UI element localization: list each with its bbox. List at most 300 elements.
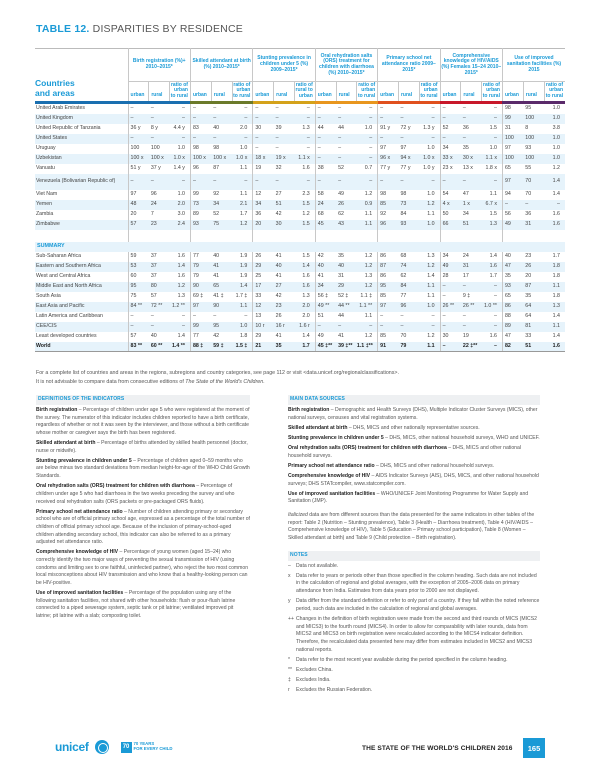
cell-value: 26 <box>253 252 274 262</box>
cell-value: 8 <box>525 124 529 131</box>
cell-value: 1.0 x <box>419 154 440 164</box>
cell-value: 1.4 <box>427 272 435 279</box>
cell-value: – <box>274 134 295 144</box>
cell-value: 41 <box>338 332 344 339</box>
cell-value: 1.7 ‡ <box>235 292 248 299</box>
cell-value: 93 <box>398 220 419 230</box>
cell-value: 97 <box>400 144 407 151</box>
sub-header: urban <box>378 82 399 101</box>
cell-value: – <box>170 114 191 124</box>
cell-value: 44 <box>315 124 336 134</box>
cell-value: 1.6 <box>544 342 565 352</box>
cell-value: – <box>419 114 440 124</box>
cell-value: 1.0 <box>177 190 185 197</box>
cell-value: – <box>494 292 497 299</box>
cell-value: 1.1 <box>419 342 440 352</box>
cell-value: – <box>338 104 342 111</box>
cell-value: 1.0 <box>364 124 373 131</box>
cell-value: – <box>315 322 336 332</box>
cell-value: 1.4 <box>294 262 315 272</box>
country-name: Yemen <box>35 200 128 210</box>
country-name: United Kingdom <box>35 114 128 124</box>
cell-value: – <box>494 104 497 111</box>
cell-value: – <box>398 322 419 332</box>
cell-value: – <box>440 292 461 302</box>
cell-value: 0.9 <box>357 200 378 210</box>
cell-value: 23 <box>149 220 170 230</box>
cell-value: 20 <box>128 210 149 220</box>
cell-value: 17 <box>253 282 274 292</box>
cell-value: – <box>150 312 154 319</box>
cell-value: – <box>190 134 211 144</box>
country-name: Latin America and Caribbean <box>36 312 103 319</box>
cell-value: – <box>462 312 466 319</box>
cell-value: 3.8 <box>552 124 560 131</box>
cell-value: 70 <box>523 174 544 190</box>
world-row <box>35 342 565 352</box>
cell-value: 97 <box>502 144 523 154</box>
cell-value: 3.0 <box>177 210 185 217</box>
cell-value: 94 x <box>398 154 419 164</box>
cell-value: 1.1 <box>489 190 497 197</box>
table-row <box>35 262 565 272</box>
country-name: Vanuatu <box>36 164 55 171</box>
notes-heading: NOTES <box>288 551 540 561</box>
cell-value: – <box>294 114 315 124</box>
cell-value: 39 <box>275 124 282 131</box>
cell-value: 40 <box>213 252 220 259</box>
regions-footnote: For a complete list of countries and areas in the regions, subregions and country categories, see page 112 or visit <data.unicef.org/regionalclassifications>. <box>36 370 399 376</box>
cell-value: – <box>253 104 274 114</box>
cell-value: – <box>274 114 295 124</box>
cell-value: 41 <box>315 272 336 282</box>
cell-value: 1.3 <box>364 272 373 279</box>
cell-value: 24 <box>149 200 170 210</box>
cell-value: – <box>211 114 232 124</box>
cell-value: 57 <box>150 292 157 299</box>
cell-value: 85 <box>378 292 399 302</box>
table-row <box>35 114 565 124</box>
table-row <box>35 282 565 292</box>
cell-value: 74 <box>398 262 419 272</box>
cell-value: 1.4 <box>552 332 560 339</box>
table-row <box>35 124 565 134</box>
cell-value: – <box>461 114 482 124</box>
cell-value: 31 <box>338 272 344 279</box>
cell-value: – <box>294 134 315 144</box>
unicef-globe-icon <box>95 740 109 754</box>
cell-value: 42 <box>275 210 282 217</box>
note-item: ** Excludes China. <box>288 666 333 673</box>
cell-value: – <box>244 312 248 319</box>
cell-value: 1.2 <box>364 252 373 259</box>
cell-value: 25 <box>253 272 274 282</box>
cell-value: 72 ** <box>149 302 170 312</box>
cell-value: 1.4 <box>552 190 560 197</box>
cell-value: 65 <box>502 164 523 174</box>
cell-value: 1.0 <box>419 220 440 230</box>
country-name: Viet Nam <box>36 190 58 197</box>
cell-value: – <box>232 174 253 190</box>
cell-value: – <box>128 312 149 322</box>
cell-value: 1.7 <box>294 342 315 352</box>
cell-value: 18 x <box>253 154 274 164</box>
cell-value: 34 <box>315 282 336 292</box>
cell-value: 50 <box>440 210 461 220</box>
cell-value: 51 <box>461 220 482 230</box>
cell-value: 40 <box>213 124 220 131</box>
cell-value: – <box>378 174 399 190</box>
cell-value: 10 r <box>253 322 274 332</box>
country-name: CEE/CIS <box>35 322 128 332</box>
cell-value: 26 <box>523 262 544 272</box>
cell-value: 1.4 <box>544 174 565 190</box>
note-symbol: ** <box>288 666 292 673</box>
cell-value: 47 <box>502 262 523 272</box>
cell-value: – <box>440 174 461 190</box>
cell-value: 72 y <box>400 124 411 131</box>
cell-value: 1.2 <box>357 282 378 292</box>
cell-value: – <box>253 114 274 124</box>
cell-value: 1.5 <box>489 124 497 131</box>
cell-value: 98 <box>190 144 211 154</box>
country-name: United States <box>35 134 128 144</box>
cell-value: 48 <box>128 200 149 210</box>
cell-value: – <box>253 144 274 154</box>
cell-value: – <box>336 134 357 144</box>
source-item: Birth registration – Demographic and Health Surveys (DHS), Multiple Indicator Cluster Surveys (MICS), other national surveys, censuses and vital registration systems. <box>288 407 538 421</box>
cell-value: 96 x <box>378 154 399 164</box>
cell-value: 1.3 <box>302 292 310 299</box>
cell-value: 83 <box>190 124 211 134</box>
cell-value: 69 ‡ <box>190 292 211 302</box>
cell-value: 1.0 <box>232 322 253 332</box>
cell-value: – <box>400 104 404 111</box>
cell-value: 100 <box>502 154 523 164</box>
cell-value: – <box>482 114 503 124</box>
country-name: Sub-Saharan Africa <box>36 252 81 259</box>
cell-value: 2.0 <box>294 302 315 312</box>
cell-value: 44 ** <box>336 302 357 312</box>
cell-value: 45 <box>315 220 336 230</box>
table-row <box>35 322 565 332</box>
cell-value: 1.2 <box>364 332 373 339</box>
cell-value: 53 <box>128 262 149 272</box>
cell-value: 91 y <box>378 124 399 134</box>
cell-value: 49 <box>338 190 344 197</box>
table-row <box>35 154 565 164</box>
table-number: TABLE 12. <box>36 23 90 35</box>
sub-header: ratio of urban to rural <box>545 81 563 100</box>
cell-value: – <box>336 154 357 164</box>
cell-value: 92 <box>378 210 399 220</box>
cell-value: – <box>378 114 399 124</box>
cell-value: 26 <box>275 312 282 319</box>
source-item: Stunting prevalence in children under 5 – DHS, MICS, other national household surveys, WHO and UNICEF. <box>288 434 540 441</box>
table-row <box>35 190 565 200</box>
cell-value: – <box>482 174 503 190</box>
cell-value: 1.6 <box>302 272 310 279</box>
cell-value: 98 <box>213 144 220 151</box>
cell-value: 100 x <box>128 154 149 164</box>
group-header-row <box>35 49 565 82</box>
cell-value: 47 <box>502 332 523 342</box>
cell-value: 44 <box>338 312 344 319</box>
cell-value: 99 <box>190 190 211 200</box>
cell-value: – <box>275 144 279 151</box>
definition-item: Comprehensive knowledge of HIV – Percentage of young women (aged 15–24) who correctly identify the two major ways of preventing the sexual transmission of HIV (using condoms and limiting sex to one faithful, uninfected partner), who reject the two most common local misconceptions about HIV transmission and who know that a healthy-looking person can be HIV-positive. <box>36 549 249 586</box>
sub-header: urban <box>128 82 149 101</box>
cell-value: 12 <box>253 190 274 200</box>
cell-value: – <box>294 174 315 190</box>
cell-value: 52 <box>338 164 344 171</box>
cell-value: 28 <box>440 272 461 282</box>
cell-value: 93 <box>502 282 523 292</box>
cell-value: 1.1 x <box>294 154 315 164</box>
cell-value: 40 <box>150 332 157 339</box>
disparities-table <box>35 48 565 352</box>
cell-value: 1.8 <box>239 332 248 339</box>
cell-value: – <box>128 134 149 144</box>
cell-value: – <box>338 144 342 151</box>
cell-value: 30 x <box>461 154 482 164</box>
source-item: Comprehensive knowledge of HIV – AIDS Indicator Surveys (AIS), DHS, MICS, and other national household surveys; DHS STATcompiler, www.statcompiler.com. <box>288 472 539 487</box>
cell-value: 81 <box>523 322 544 332</box>
cell-value: 1.1 <box>544 322 565 332</box>
cell-value: 45 ‡** <box>315 342 336 352</box>
note-item: y Data differ from the standard definition or refer to only part of a country. If they fall within the noted reference period, such data are included in the calculation of regional and global averages. <box>288 598 540 612</box>
cell-value: 1.2 <box>552 164 560 171</box>
cell-value: 98 <box>502 104 523 114</box>
cell-value: 33 <box>525 332 532 339</box>
cell-value: 100 <box>150 144 160 151</box>
cell-value: – <box>482 282 503 292</box>
cell-value: 35 <box>525 292 532 299</box>
cell-value: 96 <box>378 220 399 230</box>
table-row <box>35 134 565 144</box>
cell-value: – <box>211 134 232 144</box>
cell-value: – <box>275 104 279 111</box>
country-name: East Asia and Pacific <box>35 302 128 312</box>
cell-value: 8 y <box>150 124 158 131</box>
note-symbol: x <box>288 572 291 579</box>
cell-value: 1.0 <box>177 144 185 151</box>
cell-value: – <box>461 282 482 292</box>
cell-value: 24 <box>462 252 469 259</box>
sub-header: rural <box>211 82 232 101</box>
cell-value: 100 <box>128 144 149 154</box>
anniversary-mark: 70 70 YEARS FOR EVERY CHILD <box>121 742 173 753</box>
cell-value: 41 <box>211 262 232 272</box>
cell-value: 49 <box>315 332 336 342</box>
cell-value: 37 <box>149 262 170 272</box>
cell-value: 95 <box>211 322 232 332</box>
cell-value: – <box>190 312 211 322</box>
cell-value: – <box>128 104 149 114</box>
cell-value: 49 <box>502 220 523 230</box>
cell-value: 70 <box>400 332 407 339</box>
note-item: – Data not available. <box>288 562 339 569</box>
cell-value: 57 <box>128 220 149 230</box>
sub-header: rural <box>149 82 170 101</box>
cell-value: 1.5 <box>489 210 497 217</box>
table-row <box>35 252 565 262</box>
cell-value: 89 <box>190 210 211 220</box>
cell-value: 51 y <box>128 164 149 174</box>
cell-value: 59 <box>128 252 149 262</box>
sub-header: rural <box>398 82 419 101</box>
cell-value: 1.3 <box>544 302 565 312</box>
cell-value: 43 <box>336 220 357 230</box>
cell-value: 34 <box>462 210 469 217</box>
cell-value: 90 <box>190 282 211 292</box>
cell-value: 73 <box>190 200 211 210</box>
cell-value: – <box>181 104 185 111</box>
cell-value: 77 <box>190 332 211 342</box>
country-name: West and Central Africa <box>36 272 91 279</box>
sub-header: rural <box>274 82 295 101</box>
cell-value: 1.3 y <box>423 124 435 131</box>
unicef-wordmark: unicef <box>55 740 89 754</box>
cell-value: 1.6 r <box>294 322 315 332</box>
definition-item: Primary school net attendance ratio – Number of children attending primary or secondary school who are of official primary school age, expressed as a percentage of the total number of children of official primary school age. Because of the inclusion of primary-school-aged children attending secondary school, this indicator can also be referred to as a primary adjusted net attendance ratio. <box>36 508 250 546</box>
cell-value: 1.6 <box>302 164 310 171</box>
cell-value: 29 <box>253 262 274 272</box>
cell-value: – <box>149 322 170 332</box>
cell-value: – <box>400 312 404 319</box>
table-row <box>35 302 565 312</box>
sub-header: ratio of urban to rural <box>170 82 191 101</box>
country-name: Uzbekistan <box>35 154 128 164</box>
cell-value: – <box>211 174 232 190</box>
cell-value: 1.0 <box>427 144 435 151</box>
cell-value: 96 <box>150 190 157 197</box>
cell-value: – <box>502 200 523 210</box>
cell-value: 100 <box>523 134 544 144</box>
cell-value: 20 <box>253 220 274 230</box>
sub-header: rural <box>523 82 544 101</box>
cell-value: 98 <box>400 190 407 197</box>
cell-value: 36 <box>253 210 274 220</box>
cell-value: – <box>336 322 357 332</box>
cell-value: 35 <box>338 252 344 259</box>
note-symbol: y <box>288 598 291 605</box>
cell-value: 1.1 ‡** <box>357 342 378 352</box>
sub-header: ratio of urban to rural <box>232 82 253 101</box>
cell-value: 41 ‡ <box>213 292 224 299</box>
country-name: Zimbabwe <box>35 220 128 230</box>
cell-value: 1.8 <box>552 292 560 299</box>
cell-value: – <box>378 322 399 332</box>
table-row <box>35 104 565 114</box>
cell-value: – <box>482 322 503 332</box>
note-item: * Data refer to the most recent year available during the period specified in the column heading. <box>288 656 508 663</box>
cell-value: 62 <box>338 210 344 217</box>
cell-value: 79 <box>190 272 211 282</box>
cell-value: 35 <box>462 144 469 151</box>
cell-value: 34 <box>211 200 232 210</box>
publication-title: THE STATE OF THE WORLD'S CHILDREN 2016 <box>362 745 513 752</box>
definition-item: Skilled attendant at birth – Percentage of births attended by skilled health personnel (doctor, nurse or midwife). <box>36 440 248 454</box>
cell-value: 93 <box>525 144 532 151</box>
cell-value: 87 <box>213 164 220 171</box>
table-row <box>35 174 565 190</box>
cell-value: 1.2 <box>419 200 440 210</box>
country-name: Middle East and North Africa <box>35 282 128 292</box>
table-row <box>35 312 565 322</box>
cell-value: 88 ‡ <box>190 342 211 352</box>
cell-value: – <box>244 104 248 111</box>
cell-value: 1.0 <box>552 144 560 151</box>
cell-value: 97 <box>378 144 399 154</box>
cell-value: 65 <box>211 282 232 292</box>
cell-value: 1.0 <box>419 302 440 312</box>
cell-value: 79 <box>190 262 211 272</box>
cell-value: 16 r <box>274 322 295 332</box>
cell-value: – <box>306 104 310 111</box>
cell-value: 4 x <box>440 200 461 210</box>
cell-value: 6.7 x <box>482 200 503 210</box>
cell-value: – <box>357 174 378 190</box>
cell-value: 75 <box>211 220 232 230</box>
cell-value: 34 <box>440 144 461 154</box>
cell-value: – <box>128 174 149 190</box>
cell-value: 1.4 <box>232 282 253 292</box>
seventy-badge-icon: 70 <box>121 742 132 753</box>
cell-value: 37 <box>150 272 157 279</box>
cell-value: 2.0 <box>302 312 310 319</box>
cell-value: 30 <box>274 220 295 230</box>
cell-value: 1.0 x <box>170 154 191 164</box>
cell-value: 68 <box>315 210 336 220</box>
cell-value: 1.6 <box>177 252 185 259</box>
sub-header: urban <box>190 82 211 101</box>
cell-value: 33 <box>253 292 274 302</box>
cell-value: 96 <box>190 164 211 174</box>
cell-value: 0.7 <box>364 164 373 171</box>
cell-value: 36 <box>525 210 532 217</box>
cell-value: 2.0 <box>170 200 191 210</box>
cell-value: 22 ‡** <box>461 342 482 352</box>
cell-value: 65 <box>502 292 523 302</box>
cell-value: 1.1 <box>427 292 435 299</box>
cell-value: 95 <box>128 282 149 292</box>
sub-header: ratio of rural to urban <box>294 82 315 101</box>
cell-value: – <box>440 312 461 322</box>
cell-value: 1.4 <box>552 312 560 319</box>
cell-value: – <box>213 312 217 319</box>
cell-value: 42 <box>213 332 220 339</box>
cell-value: 20 <box>525 272 532 279</box>
cell-value: 40 <box>315 262 336 272</box>
cell-value: 1.3 <box>302 124 310 131</box>
cell-value: – <box>419 134 440 144</box>
note-symbol: r <box>288 687 290 694</box>
cell-value: 29 <box>253 332 274 342</box>
cell-value: – <box>170 134 191 144</box>
editions-footnote: It is not advisable to compare data from consecutive editions of The State of the World's Children. <box>36 379 265 385</box>
group-header: Primary school net attendance ratio 2009–2015* <box>378 49 440 82</box>
note-item: ++ Changes in the definition of birth registration were made from the second and third rounds of MICS (MICS2 and MICS3) to the fourth round (MICS4). In order to allow for comparability with later rounds, data from MICS2 and MICS3 on birth registration were recalculated according to the MICS4 indicator definition. Therefore, the recalculated data presented here may differ from estimates included in MICS2 and MICS3 national reports. <box>288 615 537 653</box>
cell-value: 85 <box>378 200 399 210</box>
cell-value: 13 <box>253 312 274 322</box>
cell-value: 1.0 x <box>232 154 253 164</box>
cell-value: 27 <box>274 282 295 292</box>
table-row <box>35 200 565 210</box>
cell-value: – <box>170 174 191 190</box>
table-row <box>35 292 565 302</box>
cell-value: 31 <box>502 124 523 134</box>
